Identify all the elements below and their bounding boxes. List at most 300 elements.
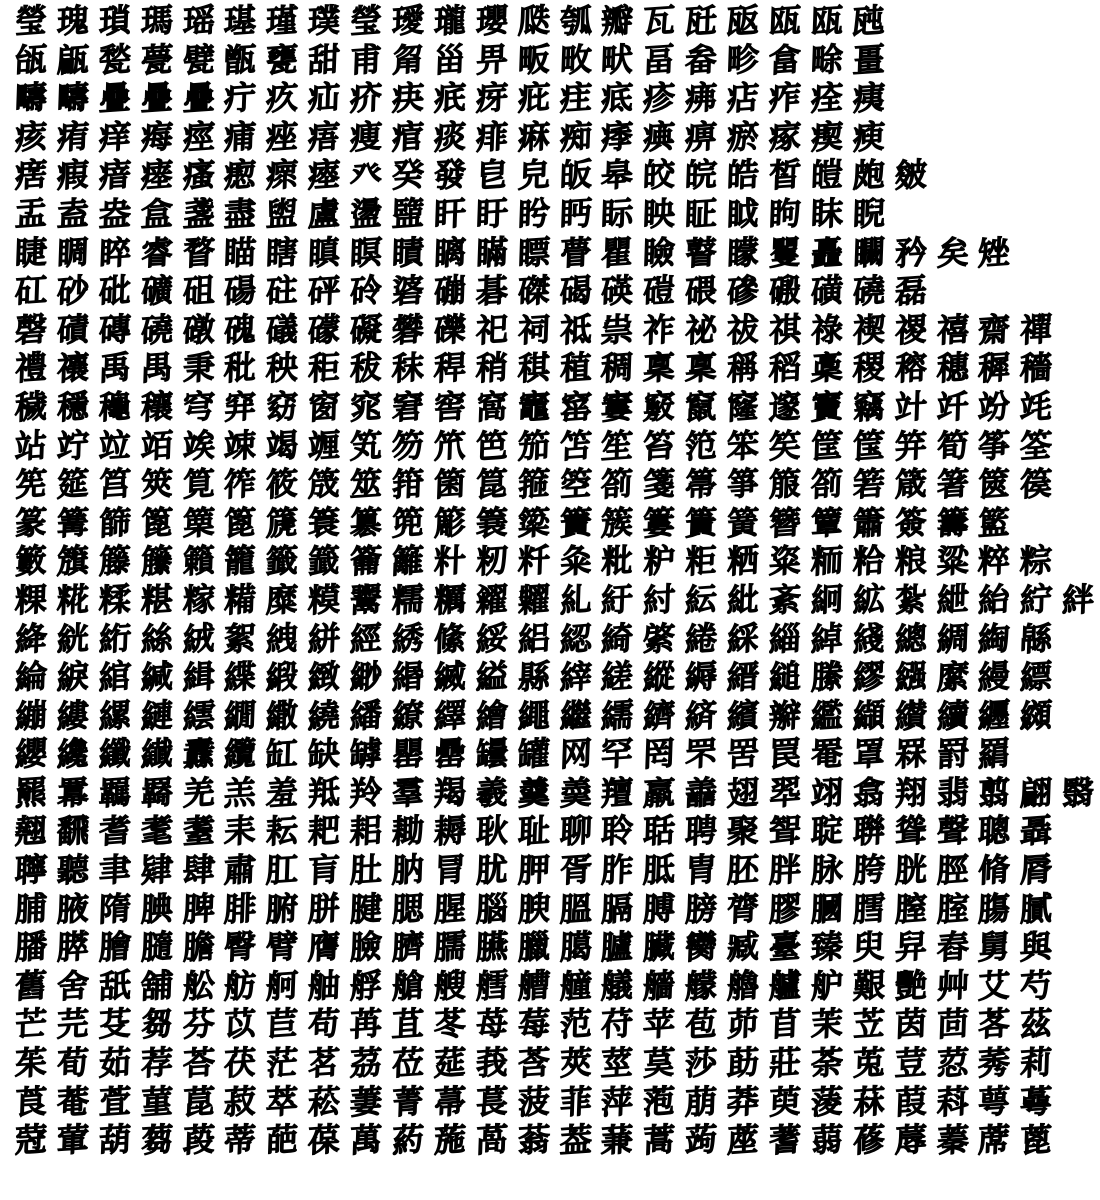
kanji-glyph: 總 bbox=[894, 618, 928, 659]
kanji-glyph: 疔 bbox=[223, 77, 258, 119]
kanji-glyph: 苒 bbox=[349, 1004, 383, 1045]
kanji-glyph: 簪 bbox=[768, 502, 802, 543]
kanji-glyph: 聹 bbox=[14, 849, 48, 891]
kanji-glyph: 禊 bbox=[852, 309, 886, 350]
kanji-glyph: 辮 bbox=[768, 695, 802, 736]
kanji-glyph: 芒 bbox=[14, 1004, 48, 1045]
kanji-glyph: 甮 bbox=[391, 39, 425, 80]
kanji-glyph: 發 bbox=[433, 155, 467, 196]
kanji-glyph: 耘 bbox=[265, 811, 299, 852]
kanji-glyph: 耡 bbox=[391, 811, 425, 852]
kanji-glyph: 窘 bbox=[391, 386, 425, 428]
kanji-glyph: 綫 bbox=[852, 618, 886, 659]
kanji-glyph: 粐 bbox=[642, 541, 676, 582]
kanji-glyph: 矇 bbox=[726, 232, 760, 273]
kanji-glyph: 縡 bbox=[558, 656, 593, 698]
kanji-glyph: 竝 bbox=[98, 425, 132, 466]
kanji-glyph: 畭 bbox=[810, 39, 844, 80]
kanji-glyph: 筧 bbox=[181, 463, 216, 505]
kanji-glyph: 菽 bbox=[223, 1081, 258, 1122]
kanji-glyph: 羶 bbox=[600, 772, 635, 814]
glyph-row bbox=[10, 965, 1053, 1007]
kanji-glyph: 荐 bbox=[139, 1042, 174, 1084]
kanji-glyph: 竕 bbox=[977, 386, 1012, 428]
kanji-glyph: 磞 bbox=[433, 270, 467, 312]
kanji-glyph: 瓏 bbox=[433, 0, 467, 42]
kanji-glyph: 稟 bbox=[684, 348, 718, 389]
kanji-glyph: 繦 bbox=[894, 656, 928, 698]
kanji-glyph: 聒 bbox=[642, 811, 676, 852]
kanji-glyph: 粁 bbox=[517, 541, 551, 582]
kanji-glyph: 莢 bbox=[558, 1042, 593, 1084]
kanji-glyph: 莎 bbox=[684, 1042, 718, 1084]
kanji-glyph: 蓖 bbox=[1019, 1120, 1053, 1161]
kanji-glyph: 笳 bbox=[517, 425, 551, 466]
kanji-glyph: 糅 bbox=[98, 579, 132, 621]
kanji-glyph: 磺 bbox=[810, 270, 844, 312]
kanji-glyph: 祚 bbox=[642, 309, 676, 350]
kanji-glyph: 菫 bbox=[139, 1081, 174, 1122]
kanji-glyph: 茗 bbox=[307, 1042, 341, 1084]
kanji-glyph: 筅 bbox=[14, 463, 48, 505]
kanji-glyph: 籬 bbox=[391, 541, 425, 582]
kanji-glyph: 蓁 bbox=[935, 1120, 970, 1161]
kanji-glyph: 籏 bbox=[56, 541, 90, 582]
kanji-glyph: 磬 bbox=[14, 309, 48, 350]
kanji-glyph: 禺 bbox=[139, 348, 174, 389]
kanji-glyph: 紜 bbox=[684, 579, 718, 621]
glyph-row bbox=[10, 463, 1053, 505]
kanji-glyph: 飜 bbox=[56, 811, 90, 852]
kanji-glyph: 茹 bbox=[98, 1042, 132, 1084]
kanji-glyph: 齋 bbox=[977, 309, 1012, 350]
kanji-glyph: 隋 bbox=[98, 888, 132, 929]
kanji-glyph: 砱 bbox=[349, 270, 383, 312]
glyph-row bbox=[10, 849, 1053, 891]
kanji-glyph: 瞽 bbox=[684, 232, 718, 273]
kanji-glyph: 甫 bbox=[349, 39, 383, 80]
kanji-glyph: 瘛 bbox=[223, 155, 258, 196]
kanji-glyph: 縹 bbox=[1019, 656, 1053, 698]
kanji-glyph: 翅 bbox=[726, 772, 760, 814]
kanji-glyph: 莚 bbox=[433, 1042, 467, 1084]
kanji-glyph: 罕 bbox=[600, 734, 635, 775]
kanji-glyph: 綽 bbox=[810, 618, 844, 659]
kanji-glyph: 箋 bbox=[642, 463, 676, 505]
kanji-glyph: 絣 bbox=[307, 618, 341, 659]
kanji-glyph: 苜 bbox=[768, 1004, 802, 1045]
kanji-glyph: 糲 bbox=[433, 579, 467, 621]
kanji-glyph: 箚 bbox=[810, 463, 844, 505]
kanji-glyph: 祀 bbox=[475, 309, 509, 350]
kanji-glyph: 耋 bbox=[181, 811, 216, 852]
kanji-glyph: 痰 bbox=[433, 116, 467, 157]
kanji-glyph: 胄 bbox=[684, 849, 718, 891]
kanji-glyph: 艤 bbox=[600, 965, 635, 1007]
kanji-glyph: 萍 bbox=[600, 1081, 635, 1122]
kanji-glyph: 瓔 bbox=[475, 0, 509, 42]
kanji-glyph: 眏 bbox=[642, 193, 676, 235]
kanji-glyph: 邃 bbox=[768, 386, 802, 428]
kanji-glyph: 茲 bbox=[1019, 1004, 1053, 1045]
kanji-glyph: 痄 bbox=[768, 77, 802, 119]
kanji-glyph: 腥 bbox=[433, 888, 467, 929]
kanji-glyph: 箟 bbox=[475, 463, 509, 505]
kanji-glyph: 篪 bbox=[265, 502, 299, 543]
kanji-glyph: 蓚 bbox=[852, 1120, 886, 1161]
kanji-glyph: 脉 bbox=[810, 849, 844, 891]
kanji-glyph: 祗 bbox=[558, 309, 593, 350]
kanji-glyph: 甕 bbox=[265, 39, 299, 80]
kanji-glyph: 痊 bbox=[810, 77, 844, 119]
kanji-glyph: 菷 bbox=[433, 1081, 467, 1122]
kanji-glyph: 穗 bbox=[935, 348, 970, 389]
kanji-glyph: 甓 bbox=[181, 39, 216, 80]
kanji-glyph: 畎 bbox=[600, 39, 635, 80]
kanji-glyph: 莪 bbox=[475, 1042, 509, 1084]
kanji-glyph: 膽 bbox=[181, 927, 216, 968]
kanji-glyph: 疪 bbox=[517, 77, 551, 119]
kanji-glyph: 磈 bbox=[223, 309, 258, 350]
kanji-glyph: 與 bbox=[1019, 927, 1053, 968]
kanji-glyph: 糯 bbox=[391, 579, 425, 621]
kanji-glyph: 盰 bbox=[433, 193, 467, 235]
kanji-glyph: 苺 bbox=[475, 1004, 509, 1045]
kanji-glyph: 菎 bbox=[181, 1081, 216, 1122]
kanji-glyph: 紆 bbox=[600, 579, 635, 621]
kanji-glyph: 磤 bbox=[768, 270, 802, 312]
kanji-glyph: 耙 bbox=[307, 811, 341, 852]
kanji-glyph: 盻 bbox=[517, 193, 551, 235]
kanji-glyph: 眗 bbox=[768, 193, 802, 235]
kanji-glyph: 翕 bbox=[852, 772, 886, 814]
glyph-row bbox=[10, 1004, 1053, 1045]
kanji-glyph: 葷 bbox=[56, 1120, 90, 1161]
kanji-glyph: 脾 bbox=[181, 888, 216, 929]
kanji-glyph: 瓪 bbox=[726, 0, 760, 42]
kanji-glyph: 秬 bbox=[307, 348, 341, 389]
kanji-glyph: 稈 bbox=[433, 348, 467, 389]
kanji-glyph: 舁 bbox=[894, 927, 928, 968]
kanji-glyph: 疥 bbox=[349, 77, 383, 119]
kanji-glyph: 聨 bbox=[852, 811, 886, 852]
kanji-glyph: 笙 bbox=[600, 425, 635, 466]
kanji-glyph: 碁 bbox=[475, 270, 509, 312]
kanji-glyph: 礙 bbox=[349, 309, 383, 350]
kanji-glyph: 荅 bbox=[181, 1042, 216, 1084]
kanji-glyph: 繃 bbox=[14, 695, 48, 736]
kanji-glyph: 粱 bbox=[935, 541, 970, 582]
kanji-glyph: 磽 bbox=[139, 309, 174, 350]
kanji-glyph: 瞢 bbox=[558, 232, 593, 273]
kanji-glyph: 祿 bbox=[810, 309, 844, 350]
kanji-glyph: 緞 bbox=[265, 656, 299, 698]
kanji-glyph: 脯 bbox=[14, 888, 48, 929]
kanji-glyph: 艪 bbox=[726, 965, 760, 1007]
kanji-glyph: 疊 bbox=[181, 77, 216, 119]
kanji-glyph: 肚 bbox=[349, 849, 383, 891]
kanji-glyph: 疧 bbox=[433, 77, 467, 119]
kanji-glyph: 糒 bbox=[223, 579, 258, 621]
kanji-glyph: 窶 bbox=[600, 386, 635, 428]
kanji-glyph: 絎 bbox=[98, 618, 132, 659]
kanji-glyph: 膈 bbox=[600, 888, 635, 929]
kanji-glyph: 碆 bbox=[391, 270, 425, 312]
kanji-glyph: 盧 bbox=[307, 193, 341, 235]
kanji-glyph: 砫 bbox=[265, 270, 299, 312]
kanji-glyph: 葹 bbox=[433, 1120, 467, 1161]
glyph-row bbox=[10, 656, 1053, 698]
kanji-glyph: 粃 bbox=[600, 541, 635, 582]
kanji-glyph: 舸 bbox=[265, 965, 299, 1007]
kanji-glyph: 籤 bbox=[265, 541, 299, 582]
kanji-glyph: 肭 bbox=[391, 849, 425, 891]
kanji-glyph: 篩 bbox=[98, 502, 132, 543]
kanji-glyph: 葆 bbox=[307, 1120, 341, 1161]
kanji-glyph: 纐 bbox=[1019, 695, 1053, 736]
kanji-glyph: 舳 bbox=[307, 965, 341, 1007]
kanji-glyph: 膃 bbox=[558, 888, 593, 929]
kanji-glyph: 磣 bbox=[726, 270, 760, 312]
kanji-glyph: 絅 bbox=[810, 579, 844, 621]
kanji-glyph: 筴 bbox=[139, 463, 174, 505]
kanji-glyph: 莟 bbox=[517, 1042, 551, 1084]
kanji-glyph: 皰 bbox=[852, 155, 886, 196]
kanji-glyph: 繼 bbox=[558, 695, 593, 736]
glyph-row bbox=[10, 309, 1053, 350]
kanji-glyph: 瑣 bbox=[98, 0, 132, 42]
kanji-glyph: 瓠 bbox=[558, 0, 593, 42]
kanji-glyph: 皀 bbox=[475, 155, 509, 196]
kanji-glyph: 范 bbox=[558, 1004, 593, 1045]
kanji-glyph: 籟 bbox=[181, 541, 216, 582]
glyph-row bbox=[10, 155, 928, 196]
kanji-glyph: 站 bbox=[14, 425, 48, 466]
kanji-glyph: 疚 bbox=[265, 77, 299, 119]
kanji-glyph: 瑰 bbox=[56, 0, 90, 42]
kanji-glyph: 碣 bbox=[558, 270, 593, 312]
kanji-glyph: 羌 bbox=[181, 772, 216, 814]
kanji-glyph: 艙 bbox=[391, 965, 425, 1007]
kanji-glyph: 疨 bbox=[475, 77, 509, 119]
kanji-glyph: 瘝 bbox=[265, 155, 299, 196]
kanji-glyph: 絳 bbox=[14, 618, 48, 659]
kanji-glyph: 皖 bbox=[684, 155, 718, 196]
kanji-glyph: 盱 bbox=[475, 193, 509, 235]
kanji-glyph: 笨 bbox=[726, 425, 760, 466]
kanji-glyph: 綣 bbox=[684, 618, 718, 659]
glyph-row bbox=[10, 502, 1012, 543]
kanji-glyph: 穃 bbox=[894, 348, 928, 389]
kanji-glyph: 禳 bbox=[56, 348, 90, 389]
kanji-glyph: 网 bbox=[558, 734, 593, 775]
kanji-glyph: 痯 bbox=[391, 116, 425, 157]
glyph-row bbox=[10, 195, 890, 234]
kanji-glyph: 瞄 bbox=[223, 232, 258, 273]
kanji-glyph: 穩 bbox=[56, 386, 90, 428]
kanji-glyph: 荀 bbox=[56, 1042, 90, 1084]
kanji-glyph: 芬 bbox=[181, 1004, 216, 1045]
kanji-glyph: 舊 bbox=[14, 965, 48, 1007]
kanji-glyph: 腦 bbox=[475, 888, 509, 929]
kanji-glyph: 疹 bbox=[642, 77, 676, 119]
kanji-glyph: 簍 bbox=[642, 502, 676, 543]
kanji-glyph: 箜 bbox=[558, 463, 593, 505]
kanji-glyph: 緘 bbox=[139, 656, 174, 698]
glyph-row bbox=[10, 618, 1053, 659]
kanji-glyph: 紂 bbox=[642, 579, 676, 621]
kanji-glyph: 纜 bbox=[223, 734, 258, 775]
kanji-glyph: 縲 bbox=[98, 695, 132, 736]
kanji-glyph: 緲 bbox=[349, 656, 383, 698]
kanji-glyph: 莽 bbox=[726, 1081, 760, 1122]
kanji-glyph: 粭 bbox=[852, 541, 886, 582]
kanji-glyph: 瞝 bbox=[433, 232, 467, 273]
kanji-glyph: 箝 bbox=[391, 463, 425, 505]
kanji-glyph: 瞑 bbox=[349, 232, 383, 273]
kanji-glyph: 箬 bbox=[852, 463, 886, 505]
kanji-glyph: 茉 bbox=[810, 1004, 844, 1045]
kanji-glyph: 筰 bbox=[223, 463, 258, 505]
glyph-row bbox=[10, 270, 928, 312]
kanji-glyph: 筌 bbox=[1019, 425, 1053, 466]
kanji-glyph: 翊 bbox=[810, 772, 844, 814]
kanji-glyph: 纛 bbox=[181, 734, 216, 775]
kanji-glyph: 粮 bbox=[894, 541, 928, 582]
kanji-glyph: 篼 bbox=[391, 502, 425, 543]
glyph-row bbox=[10, 579, 1095, 621]
kanji-glyph: 舅 bbox=[977, 927, 1012, 968]
glyph-row bbox=[10, 695, 1053, 736]
kanji-glyph: 秧 bbox=[265, 348, 299, 389]
kanji-glyph: 穡 bbox=[1019, 348, 1053, 389]
kanji-glyph: 萪 bbox=[935, 1081, 970, 1122]
kanji-glyph: 纈 bbox=[852, 695, 886, 736]
kanji-glyph: 繧 bbox=[181, 695, 216, 736]
kanji-glyph: 砒 bbox=[98, 270, 132, 312]
kanji-glyph: 萃 bbox=[265, 1081, 299, 1122]
kanji-glyph: 繩 bbox=[517, 695, 551, 736]
kanji-glyph: 笵 bbox=[684, 425, 718, 466]
kanji-glyph: 磽 bbox=[852, 270, 886, 312]
kanji-glyph: 緻 bbox=[307, 656, 341, 698]
kanji-glyph: 舍 bbox=[56, 965, 90, 1007]
kanji-glyph: 脛 bbox=[935, 849, 970, 891]
kanji-glyph: 臻 bbox=[810, 927, 844, 968]
kanji-glyph: 笂 bbox=[349, 425, 383, 466]
kanji-glyph: 篦 bbox=[139, 502, 174, 543]
kanji-glyph: 疿 bbox=[684, 77, 718, 119]
kanji-glyph: 綏 bbox=[475, 618, 509, 659]
kanji-glyph: 紕 bbox=[726, 579, 760, 621]
kanji-glyph: 磑 bbox=[642, 270, 676, 312]
kanji-glyph: 痡 bbox=[223, 116, 258, 157]
kanji-glyph: 瓯 bbox=[768, 0, 802, 42]
kanji-glyph: 秡 bbox=[349, 348, 383, 389]
kanji-glyph: 睭 bbox=[56, 232, 90, 273]
kanji-glyph: 膀 bbox=[684, 888, 718, 929]
kanji-glyph: 痤 bbox=[265, 116, 299, 157]
glyph-row bbox=[10, 425, 1053, 466]
kanji-glyph: 竦 bbox=[223, 425, 258, 466]
kanji-glyph: 臾 bbox=[852, 927, 886, 968]
kanji-glyph: 祓 bbox=[726, 309, 760, 350]
kanji-glyph: 繖 bbox=[265, 695, 299, 736]
kanji-glyph: 綸 bbox=[14, 656, 48, 698]
kanji-glyph: 簓 bbox=[433, 502, 467, 543]
kanji-glyph: 萢 bbox=[642, 1081, 676, 1122]
kanji-glyph: 筵 bbox=[56, 463, 90, 505]
kanji-glyph: 苻 bbox=[600, 1004, 635, 1045]
kanji-glyph: 睨 bbox=[852, 193, 886, 235]
kanji-glyph: 聟 bbox=[768, 811, 802, 852]
kanji-glyph: 禹 bbox=[98, 348, 132, 389]
kanji-glyph: 竓 bbox=[1019, 386, 1053, 428]
kanji-glyph: 臀 bbox=[223, 927, 258, 968]
kanji-glyph: 篥 bbox=[181, 502, 216, 543]
kanji-glyph: 瓦 bbox=[642, 0, 676, 42]
kanji-glyph: 續 bbox=[935, 695, 970, 736]
kanji-glyph: 蒂 bbox=[223, 1120, 258, 1161]
kanji-glyph: 縷 bbox=[56, 695, 90, 736]
kanji-glyph: 癶 bbox=[349, 155, 383, 196]
kanji-glyph: 羞 bbox=[265, 772, 299, 814]
kanji-glyph: 稾 bbox=[810, 348, 844, 389]
kanji-glyph: 縣 bbox=[517, 656, 551, 698]
kanji-glyph: 畐 bbox=[642, 39, 676, 80]
kanji-glyph: 眄 bbox=[558, 193, 593, 235]
kanji-glyph: 礒 bbox=[265, 309, 299, 350]
kanji-glyph: 莉 bbox=[1019, 1042, 1053, 1084]
kanji-glyph: 絲 bbox=[139, 618, 174, 659]
kanji-glyph: 罅 bbox=[349, 734, 383, 775]
kanji-glyph: 紵 bbox=[1019, 579, 1053, 621]
kanji-glyph: 甑 bbox=[223, 39, 258, 80]
kanji-glyph: 皈 bbox=[558, 155, 593, 196]
kanji-glyph: 肬 bbox=[475, 849, 509, 891]
kanji-glyph: 礬 bbox=[391, 309, 425, 350]
kanji-glyph: 羇 bbox=[139, 772, 174, 814]
kanji-glyph: 盍 bbox=[56, 193, 90, 235]
kanji-glyph: 罠 bbox=[768, 734, 802, 775]
kanji-glyph: 艸 bbox=[935, 965, 970, 1007]
kanji-glyph: 臘 bbox=[517, 927, 551, 968]
kanji-glyph: 蓙 bbox=[726, 1120, 760, 1161]
kanji-glyph: 羔 bbox=[223, 772, 258, 814]
kanji-glyph: 眓 bbox=[726, 193, 760, 235]
kanji-glyph: 瓵 bbox=[14, 39, 48, 80]
kanji-glyph: 缸 bbox=[265, 734, 299, 775]
kanji-glyph: 聊 bbox=[558, 811, 593, 852]
kanji-glyph: 簽 bbox=[894, 502, 928, 543]
kanji-glyph: 聳 bbox=[894, 811, 928, 852]
kanji-glyph: 瑩 bbox=[14, 0, 48, 42]
kanji-glyph: 籥 bbox=[349, 541, 383, 582]
kanji-glyph: 罘 bbox=[684, 734, 718, 775]
kanji-glyph: 粹 bbox=[977, 541, 1012, 582]
kanji-glyph: 艨 bbox=[684, 965, 718, 1007]
kanji-glyph: 筐 bbox=[810, 425, 844, 466]
kanji-glyph: 矍 bbox=[768, 232, 802, 273]
kanji-glyph: 秣 bbox=[391, 348, 425, 389]
kanji-glyph: 臙 bbox=[475, 927, 509, 968]
kanji-glyph: 糘 bbox=[181, 579, 216, 621]
kanji-glyph: 羃 bbox=[56, 772, 90, 814]
kanji-glyph: 竭 bbox=[265, 425, 299, 466]
kanji-glyph: 臧 bbox=[726, 927, 760, 968]
kanji-glyph: 疊 bbox=[139, 77, 174, 119]
kanji-glyph: 膩 bbox=[1019, 888, 1053, 929]
